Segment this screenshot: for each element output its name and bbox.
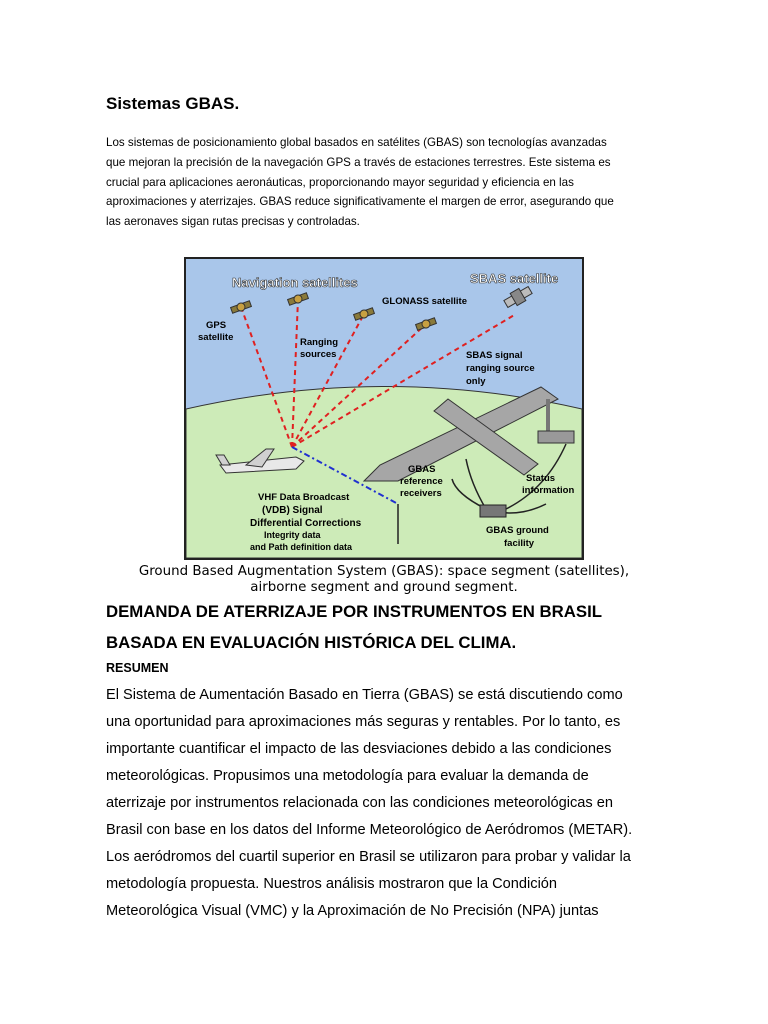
intro-line: aproximaciones y aterrizajes. GBAS reduce significativamente el margen de error, asegurando que [106, 195, 614, 209]
label-vdb-3: Differential Corrections [250, 518, 362, 529]
caption-line: airborne segment and ground segment. [250, 580, 518, 595]
label-sbas-satellite: SBAS satellite [470, 271, 559, 286]
label-nav-satellites: Navigation satellites [232, 275, 358, 290]
body-line: importante cuantificar el impacto de las desviaciones debido a las condiciones [106, 741, 612, 757]
label-status-1: Status [526, 473, 556, 484]
label-sbas-signal-1: SBAS signal [466, 350, 523, 361]
body-line: El Sistema de Aumentación Basado en Tierra (GBAS) se está discutiendo como [106, 687, 623, 703]
gbas-diagram [186, 259, 582, 558]
intro-line: crucial para aplicaciones aeronáuticas, proporcionando mayor seguridad y eficiencia en las [106, 175, 574, 189]
label-ranging-2: sources [300, 349, 337, 360]
label-gbas-ref-2: reference [400, 476, 443, 487]
body-line: Los aeródromos del cuartil superior en Brasil se utilizaron para probar y validar la [106, 849, 631, 865]
label-vdb-2: (VDB) Signal [262, 505, 323, 516]
intro-line: las aeronaves sigan rutas precisas y controladas. [106, 215, 360, 229]
label-vdb-5: and Path definition data [250, 542, 353, 552]
intro-line: que mejoran la precisión de la navegación GPS a través de estaciones terrestres. Este sistema es [106, 155, 611, 169]
figure-caption [84, 564, 684, 596]
label-ground-1: GBAS ground [486, 525, 549, 536]
label-sbas-signal-2: ranging source [466, 363, 535, 374]
section-heading-line-2: BASADA EN EVALUACIÓN HISTÓRICA DEL CLIMA. [106, 633, 517, 652]
label-ranging-1: Ranging [300, 337, 338, 348]
resumen-heading: RESUMEN [106, 661, 169, 675]
gbas-ground-facility-icon [480, 505, 506, 517]
label-vdb-1: VHF Data Broadcast [258, 492, 350, 503]
page-title: Sistemas GBAS. [106, 94, 240, 113]
label-ground-2: facility [504, 538, 535, 549]
body-line: Brasil con base en los datos del Informe Meteorológico de Aeródromos (METAR). [106, 822, 633, 838]
body-line: una oportunidad para aproximaciones más seguras y rentables. Por lo tanto, es [106, 714, 621, 730]
label-gps-1: GPS [206, 320, 227, 331]
intro-line: Los sistemas de posicionamiento global basados en satélites (GBAS) son tecnologías avanzadas [106, 136, 607, 149]
intro-paragraph [106, 133, 666, 232]
status-building [538, 431, 574, 443]
section-heading-line-1: DEMANDA DE ATERRIZAJE POR INSTRUMENTOS EN BRASIL [106, 602, 603, 621]
body-line: Meteorológica Visual (VMC) y la Aproximación de No Precisión (NPA) juntas [106, 903, 599, 919]
body-line: aterrizaje por instrumentos relacionada con las condiciones meteorológicas en [106, 795, 614, 811]
label-status-2: information [522, 485, 575, 496]
tower-mast [546, 399, 550, 431]
caption-line: Ground Based Augmentation System (GBAS): space segment (satellites), [138, 564, 630, 579]
label-gbas-ref-3: receivers [400, 488, 442, 499]
label-gps-2: satellite [198, 332, 234, 343]
label-sbas-signal-3: only [466, 376, 486, 387]
label-glonass: GLONASS satellite [382, 296, 467, 307]
gbas-diagram-figure [184, 257, 584, 560]
label-gbas-ref-1: GBAS [408, 464, 436, 475]
body-line: metodología propuesta. Nuestros análisis mostraron que la Condición [106, 876, 558, 892]
label-vdb-4: Integrity data [264, 530, 321, 540]
body-line: meteorológicas. Propusimos una metodología para evaluar la demanda de [106, 768, 589, 784]
abstract-paragraph [106, 682, 686, 925]
